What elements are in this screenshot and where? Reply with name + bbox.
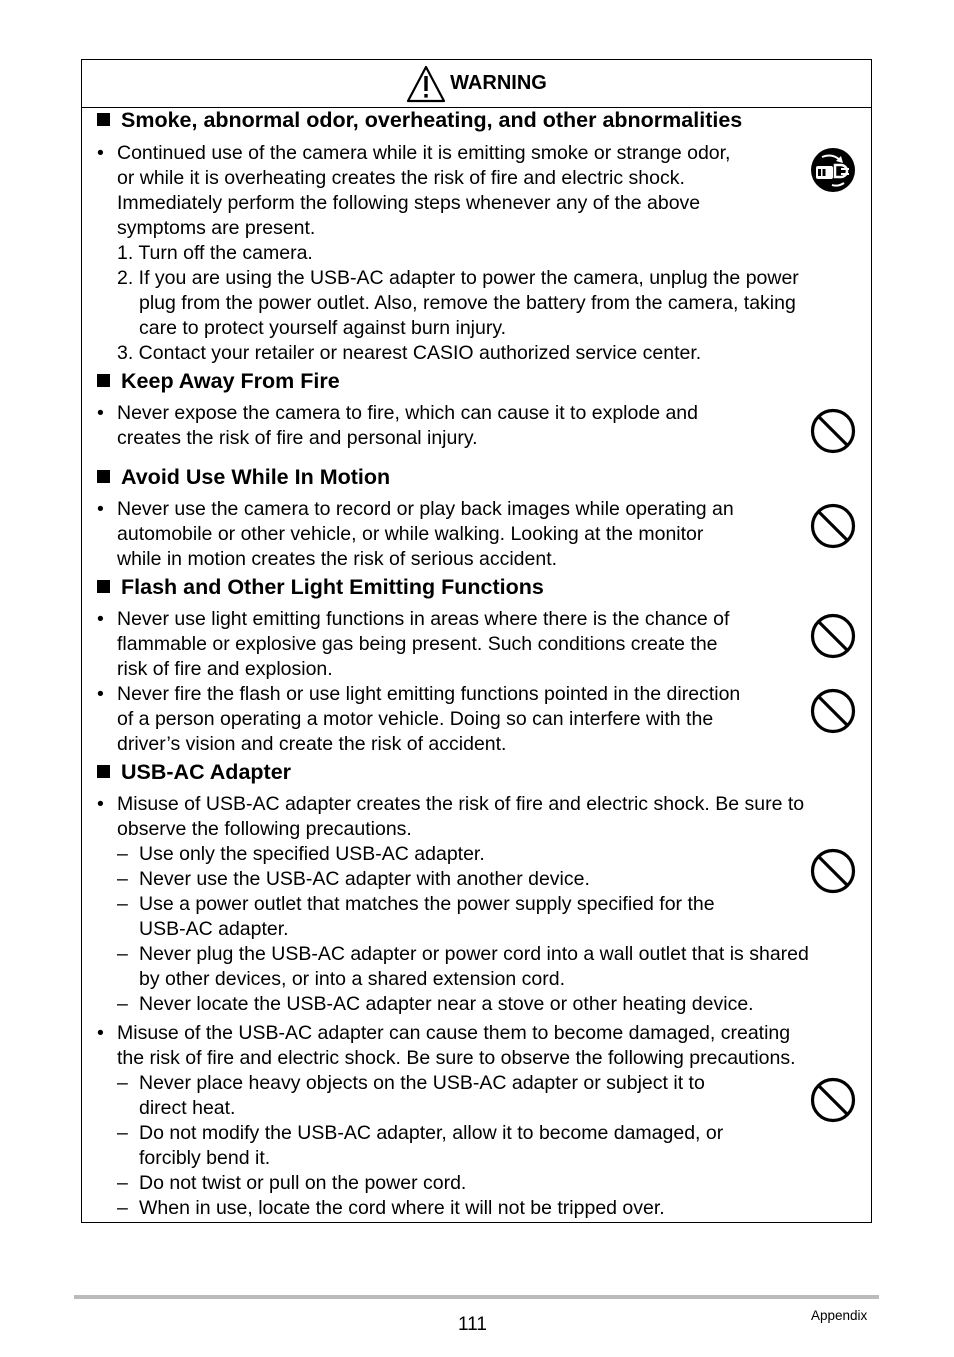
line-text: • (97, 142, 104, 164)
text-line (139, 1096, 235, 1121)
square-bullet-icon (97, 580, 110, 593)
line-text: observe the following precautions. (117, 818, 412, 840)
heading-smoke (97, 108, 742, 133)
text-line (117, 547, 557, 572)
step-line (117, 266, 799, 291)
line-text: plug from the power outlet. Also, remove the battery from the camera, taking (139, 292, 796, 314)
dash (117, 1121, 128, 1146)
text-line (139, 842, 485, 867)
line-text: Never fire the flash or use light emitting functions pointed in the direction (117, 683, 741, 705)
bullet (97, 792, 104, 817)
bullet (97, 141, 104, 166)
step-line (139, 316, 506, 341)
line-text: Do not modify the USB-AC adapter, allow it to become damaged, or (139, 1122, 724, 1144)
line-text: symptoms are present. (117, 217, 316, 239)
prohibited-icon (810, 1077, 856, 1128)
bullet (97, 1021, 104, 1046)
dash (117, 1196, 128, 1221)
heading-fire (97, 369, 340, 394)
warning-header (82, 60, 871, 108)
text-line (139, 1146, 270, 1171)
dash (117, 892, 128, 917)
text-line (117, 401, 698, 426)
page-number: 111 (458, 1314, 487, 1335)
prohibited-icon (810, 503, 856, 554)
line-text: Immediately perform the following steps whenever any of the above (117, 192, 701, 214)
dash (117, 842, 128, 867)
heading-flash (97, 575, 544, 600)
line-text: • (97, 402, 104, 424)
line-text: automobile or other vehicle, or while walking. Looking at the monitor (117, 523, 704, 545)
line-text: of a person operating a motor vehicle. Doing so can interfere with the (117, 708, 714, 730)
line-text: USB-AC adapter. (139, 918, 289, 940)
line-text: USB-AC Adapter (121, 760, 292, 784)
bullet (97, 607, 104, 632)
text-line (117, 216, 315, 241)
line-text: 2. If you are using the USB-AC adapter to power the camera, unplug the power (117, 267, 799, 289)
line-text: 1. Turn off the camera. (117, 242, 313, 264)
line-text: – (117, 943, 128, 965)
line-text: Continued use of the camera while it is emitting smoke or strange odor, (117, 142, 731, 164)
line-text: Never use light emitting functions in areas where there is the chance of (117, 608, 730, 630)
line-text: Flash and Other Light Emitting Functions (121, 575, 544, 599)
warning-title: WARNING (450, 72, 547, 94)
line-text: Misuse of the USB-AC adapter can cause them to become damaged, creating (117, 1022, 791, 1044)
line-text: care to protect yourself against burn injury. (139, 317, 507, 339)
line-text: while in motion creates the risk of serious accident. (117, 548, 558, 570)
line-text: – (117, 843, 128, 865)
line-text: Avoid Use While In Motion (121, 465, 391, 489)
text-line (117, 1021, 790, 1046)
bullet (97, 682, 104, 707)
text-line (139, 1071, 705, 1096)
dash (117, 867, 128, 892)
line-text: When in use, locate the cord where it will not be tripped over. (139, 1197, 665, 1219)
square-bullet-icon (97, 374, 110, 387)
bullet (97, 401, 104, 426)
line-text: – (117, 868, 128, 890)
line-text: Never use the camera to record or play back images while operating an (117, 498, 734, 520)
line-text: Never plug the USB-AC adapter or power cord into a wall outlet that is shared (139, 943, 809, 965)
text-line (139, 1171, 466, 1196)
text-line (117, 141, 730, 166)
line-text: forcibly bend it. (139, 1147, 271, 1169)
line-text: Misuse of USB-AC adapter creates the risk of fire and electric shock. Be sure to (117, 793, 805, 815)
line-text: – (117, 893, 128, 915)
line-text: – (117, 1122, 128, 1144)
text-line (117, 817, 412, 842)
text-line (117, 707, 713, 732)
text-line (139, 992, 754, 1017)
dash (117, 1071, 128, 1096)
line-text: – (117, 1072, 128, 1094)
line-text: driver’s vision and create the risk of accident. (117, 733, 507, 755)
text-line (139, 1121, 723, 1146)
text-line (117, 682, 740, 707)
line-text: Use only the specified USB-AC adapter. (139, 843, 485, 865)
footer-divider (74, 1295, 879, 1299)
line-text: Use a power outlet that matches the power supply specified for the (139, 893, 715, 915)
line-text: the risk of fire and electric shock. Be sure to observe the following precautions. (117, 1047, 796, 1069)
text-line (117, 607, 729, 632)
line-text: Never expose the camera to fire, which can cause it to explode and (117, 402, 698, 424)
prohibited-icon (810, 688, 856, 739)
text-line (117, 792, 804, 817)
dash (117, 992, 128, 1017)
text-line (117, 522, 703, 547)
line-text: risk of fire and explosion. (117, 658, 333, 680)
text-line (117, 732, 506, 757)
text-line (117, 166, 685, 191)
heading-motion (97, 465, 390, 490)
dash (117, 1171, 128, 1196)
line-text: • (97, 498, 104, 520)
line-text: – (117, 1172, 128, 1194)
line-text: • (97, 683, 104, 705)
line-text: by other devices, or into a shared extension cord. (139, 968, 565, 990)
step-line (139, 291, 796, 316)
text-line (117, 657, 333, 682)
dash (117, 942, 128, 967)
line-text: direct heat. (139, 1097, 236, 1119)
line-text: creates the risk of fire and personal injury. (117, 427, 478, 449)
step-line (117, 241, 313, 266)
line-text: or while it is overheating creates the risk of fire and electric shock. (117, 167, 685, 189)
line-text: • (97, 1022, 104, 1044)
square-bullet-icon (97, 113, 110, 126)
text-line (139, 942, 809, 967)
line-text: • (97, 608, 104, 630)
text-line (139, 867, 590, 892)
line-text: • (97, 793, 104, 815)
text-line (139, 892, 715, 917)
text-line (117, 632, 718, 657)
text-line (117, 497, 734, 522)
text-line (117, 426, 478, 451)
text-line (117, 191, 700, 216)
line-text: flammable or explosive gas being present. Such conditions create the (117, 633, 718, 655)
text-line (139, 967, 565, 992)
step-line (117, 341, 701, 366)
section-name: Appendix (811, 1308, 868, 1323)
line-text: – (117, 993, 128, 1015)
prohibited-icon (810, 848, 856, 899)
square-bullet-icon (97, 765, 110, 778)
warning-triangle-icon (406, 65, 446, 103)
line-text: – (117, 1197, 128, 1219)
line-text: Never use the USB-AC adapter with another device. (139, 868, 590, 890)
text-line (139, 917, 289, 942)
line-text: 3. Contact your retailer or nearest CASIO authorized service center. (117, 342, 702, 364)
heading-adapter (97, 760, 291, 785)
square-bullet-icon (97, 470, 110, 483)
prohibited-icon (810, 613, 856, 664)
prohibited-icon (810, 408, 856, 459)
text-line (117, 1046, 796, 1071)
line-text: Never place heavy objects on the USB-AC adapter or subject it to (139, 1072, 705, 1094)
line-text: Keep Away From Fire (121, 369, 340, 393)
unplug-icon (810, 147, 856, 198)
line-text: Do not twist or pull on the power cord. (139, 1172, 467, 1194)
line-text: Never locate the USB-AC adapter near a stove or other heating device. (139, 993, 754, 1015)
text-line (139, 1196, 665, 1221)
line-text: Smoke, abnormal odor, overheating, and other abnormalities (121, 108, 743, 132)
bullet (97, 497, 104, 522)
